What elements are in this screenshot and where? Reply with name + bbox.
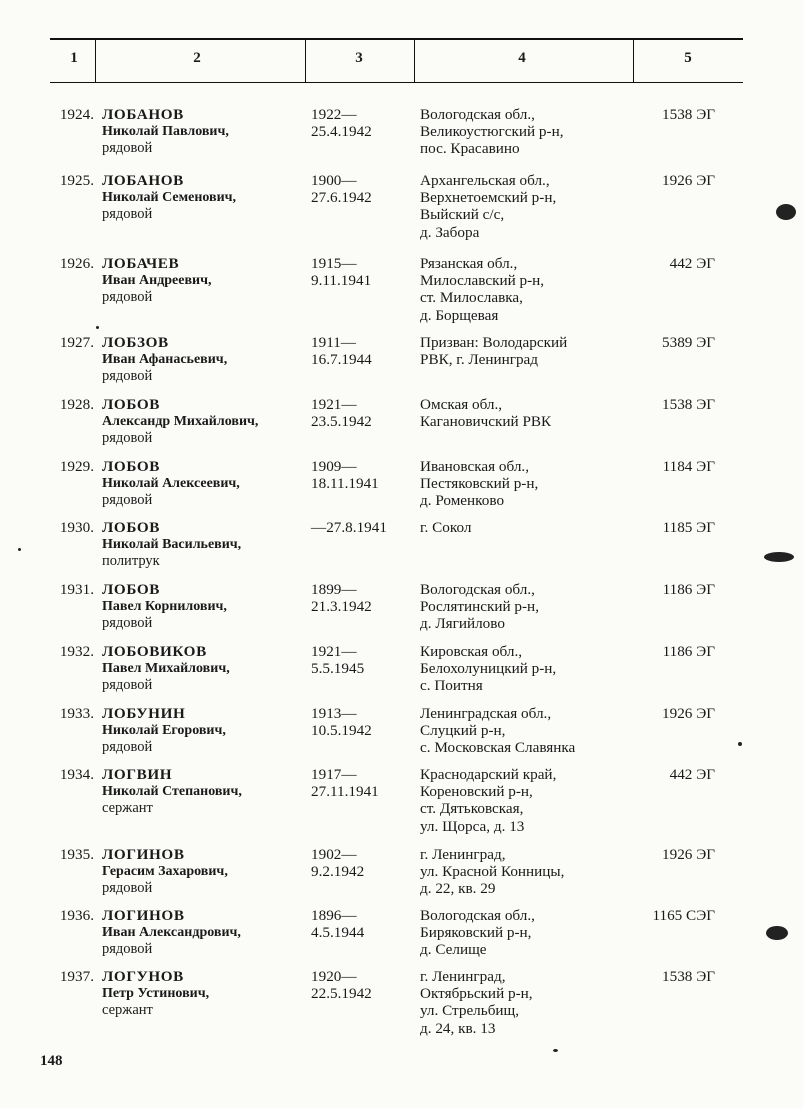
place-line: Выйский с/с, bbox=[420, 206, 505, 224]
source-code: 1186 ЭГ bbox=[662, 581, 715, 598]
dates-cell bbox=[311, 172, 411, 206]
entry-number: 1931. bbox=[59, 581, 94, 598]
place-line: Вологодская обл., bbox=[420, 106, 535, 123]
given-name: Николай Егорович, bbox=[102, 723, 226, 739]
given-name: Иван Александрович, bbox=[102, 925, 241, 941]
entry-number: 1934. bbox=[59, 766, 94, 783]
military-rank: рядовой bbox=[102, 492, 153, 509]
column-header-3: 3 bbox=[355, 50, 363, 66]
date-line: 1911— bbox=[311, 334, 356, 351]
person-cell bbox=[102, 458, 307, 510]
entry-number: 1936. bbox=[59, 907, 94, 924]
date-line: 27.6.1942 bbox=[311, 189, 372, 207]
date-line: 1921— bbox=[311, 396, 357, 413]
person-cell bbox=[102, 705, 307, 757]
date-line: 18.11.1941 bbox=[311, 475, 379, 493]
header-top-rule bbox=[50, 38, 743, 40]
place-line: Рослятинский р-н, bbox=[420, 598, 539, 616]
place-cell bbox=[420, 172, 635, 241]
source-code: 1926 ЭГ bbox=[662, 846, 715, 863]
date-line: 1920— bbox=[311, 968, 357, 985]
given-name: Николай Васильевич, bbox=[102, 537, 242, 553]
entry-number: 1930. bbox=[59, 519, 94, 536]
military-rank: рядовой bbox=[102, 430, 153, 447]
dates-cell bbox=[311, 846, 411, 880]
source-code: 1538 ЭГ bbox=[662, 968, 715, 985]
date-line: 1917— bbox=[311, 766, 357, 783]
dates-cell bbox=[311, 334, 411, 368]
source-code: 1538 ЭГ bbox=[662, 396, 715, 413]
date-line: 27.11.1941 bbox=[311, 783, 379, 801]
place-line: д. Лягийлово bbox=[420, 615, 505, 633]
place-line: Октябрьский р-н, bbox=[420, 985, 533, 1003]
place-cell bbox=[420, 396, 635, 430]
dates-cell bbox=[311, 106, 411, 140]
dates-cell bbox=[311, 705, 411, 739]
date-line: 1915— bbox=[311, 255, 357, 272]
military-rank: рядовой bbox=[102, 368, 153, 385]
entry-number: 1937. bbox=[59, 968, 94, 985]
place-cell bbox=[420, 519, 635, 536]
given-name: Иван Андреевич, bbox=[102, 273, 212, 289]
surname: ЛОБОВИКОВ bbox=[102, 643, 207, 660]
surname: ЛОБАНОВ bbox=[102, 172, 184, 189]
dates-cell bbox=[311, 458, 411, 492]
dates-cell bbox=[311, 643, 411, 677]
date-line: 5.5.1945 bbox=[311, 660, 365, 678]
place-line: Слуцкий р-н, bbox=[420, 722, 506, 740]
place-cell bbox=[420, 907, 635, 959]
date-line: 21.3.1942 bbox=[311, 598, 372, 616]
source-code: 1185 ЭГ bbox=[662, 519, 715, 536]
place-line: Архангельская обл., bbox=[420, 172, 550, 189]
person-cell bbox=[102, 968, 307, 1020]
source-code: 1926 ЭГ bbox=[662, 705, 715, 722]
source-code: 1165 СЭГ bbox=[652, 907, 715, 924]
column-divider bbox=[633, 40, 634, 82]
place-line: ул. Щорса, д. 13 bbox=[420, 817, 525, 835]
dates-cell bbox=[311, 968, 411, 1002]
place-line: д. Роменково bbox=[420, 492, 505, 510]
date-line: 1902— bbox=[311, 846, 357, 863]
place-line: Биряковский р-н, bbox=[420, 924, 532, 942]
ink-speck bbox=[553, 1049, 558, 1052]
dates-cell bbox=[311, 907, 411, 941]
dates-cell bbox=[311, 766, 411, 800]
place-line: д. 24, кв. 13 bbox=[420, 1019, 496, 1037]
given-name: Петр Устинович, bbox=[102, 986, 210, 1002]
date-line: 1909— bbox=[311, 458, 357, 475]
date-line: 9.2.1942 bbox=[311, 863, 365, 881]
source-code: 1538 ЭГ bbox=[662, 106, 715, 123]
ink-speck bbox=[18, 548, 21, 551]
dates-cell bbox=[311, 519, 411, 536]
entry-number: 1925. bbox=[59, 172, 94, 189]
entry-number: 1928. bbox=[59, 396, 94, 413]
military-rank: политрук bbox=[102, 553, 160, 570]
date-line: 10.5.1942 bbox=[311, 722, 372, 740]
given-name: Николай Алексеевич, bbox=[102, 476, 240, 492]
ink-blot bbox=[776, 204, 796, 220]
ink-blot bbox=[766, 926, 788, 940]
surname: ЛОГВИН bbox=[102, 766, 173, 783]
date-line: 9.11.1941 bbox=[311, 272, 372, 290]
place-line: г. Ленинград, bbox=[420, 846, 506, 863]
date-line: 23.5.1942 bbox=[311, 413, 372, 431]
place-line: Вологодская обл., bbox=[420, 581, 535, 598]
place-line: Великоустюгский р-н, bbox=[420, 123, 564, 141]
date-line: 25.4.1942 bbox=[311, 123, 372, 141]
place-cell bbox=[420, 581, 635, 633]
dates-cell bbox=[311, 581, 411, 615]
military-rank: рядовой bbox=[102, 206, 153, 223]
person-cell bbox=[102, 519, 307, 571]
person-cell bbox=[102, 766, 307, 818]
military-rank: рядовой bbox=[102, 880, 153, 897]
date-line: 1913— bbox=[311, 705, 357, 722]
date-line: 1922— bbox=[311, 106, 357, 123]
person-cell bbox=[102, 907, 307, 959]
military-rank: рядовой bbox=[102, 941, 153, 958]
place-line: ул. Стрельбищ, bbox=[420, 1002, 520, 1020]
entry-number: 1927. bbox=[59, 334, 94, 351]
place-line: ст. Дятьковская, bbox=[420, 800, 524, 818]
place-cell bbox=[420, 968, 635, 1037]
place-cell bbox=[420, 643, 635, 695]
surname: ЛОГИНОВ bbox=[102, 846, 185, 863]
source-code: 442 ЭГ bbox=[669, 255, 715, 272]
place-line: Ивановская обл., bbox=[420, 458, 530, 475]
military-rank: рядовой bbox=[102, 677, 153, 694]
given-name: Павел Корнилович, bbox=[102, 599, 227, 615]
surname: ЛОБАНОВ bbox=[102, 106, 184, 123]
column-header-4: 4 bbox=[518, 50, 526, 66]
place-line: Пестяковский р-н, bbox=[420, 475, 539, 493]
place-line: д. Забора bbox=[420, 223, 480, 241]
person-cell bbox=[102, 581, 307, 633]
place-line: Омская обл., bbox=[420, 396, 503, 413]
place-line: ст. Милославка, bbox=[420, 289, 523, 307]
ink-speck bbox=[738, 742, 742, 746]
place-line: РВК, г. Ленинград bbox=[420, 351, 539, 369]
military-rank: рядовой bbox=[102, 289, 153, 306]
military-rank: рядовой bbox=[102, 739, 153, 756]
source-code: 442 ЭГ bbox=[669, 766, 715, 783]
place-cell bbox=[420, 255, 635, 324]
military-rank: рядовой bbox=[102, 615, 153, 632]
column-header-2: 2 bbox=[193, 50, 201, 66]
surname: ЛОГИНОВ bbox=[102, 907, 185, 924]
date-line: 1921— bbox=[311, 643, 357, 660]
column-divider bbox=[95, 40, 96, 82]
person-cell bbox=[102, 172, 307, 224]
source-code: 5389 ЭГ bbox=[662, 334, 715, 351]
entry-number: 1924. bbox=[59, 106, 94, 123]
military-rank: сержант bbox=[102, 800, 153, 817]
place-cell bbox=[420, 846, 635, 898]
entry-number: 1929. bbox=[59, 458, 94, 475]
place-line: с. Московская Славянка bbox=[420, 739, 576, 757]
given-name: Николай Семенович, bbox=[102, 190, 237, 206]
place-line: Милославский р-н, bbox=[420, 272, 545, 290]
dates-cell bbox=[311, 255, 411, 289]
place-line: г. Ленинград, bbox=[420, 968, 506, 985]
header-bottom-rule bbox=[50, 82, 743, 83]
place-line: Краснодарский край, bbox=[420, 766, 557, 783]
column-header-1: 1 bbox=[70, 50, 78, 66]
page-number: 148 bbox=[40, 1053, 63, 1069]
column-divider bbox=[414, 40, 415, 82]
place-cell bbox=[420, 705, 635, 757]
person-cell bbox=[102, 334, 307, 386]
ink-blot bbox=[764, 552, 794, 562]
person-cell bbox=[102, 846, 307, 898]
date-line: 1896— bbox=[311, 907, 357, 924]
place-line: Белохолуницкий р-н, bbox=[420, 660, 557, 678]
entry-number: 1933. bbox=[59, 705, 94, 722]
place-cell bbox=[420, 106, 635, 158]
person-cell bbox=[102, 396, 307, 448]
column-header-5: 5 bbox=[684, 50, 692, 66]
place-cell bbox=[420, 334, 635, 368]
dates-cell bbox=[311, 396, 411, 430]
surname: ЛОБАЧЕВ bbox=[102, 255, 180, 272]
place-line: г. Сокол bbox=[420, 519, 472, 536]
date-line: 1899— bbox=[311, 581, 357, 598]
place-line: ул. Красной Конницы, bbox=[420, 863, 565, 881]
source-code: 1926 ЭГ bbox=[662, 172, 715, 189]
given-name: Николай Степанович, bbox=[102, 784, 242, 800]
place-line: д. Селище bbox=[420, 941, 487, 959]
surname: ЛОБУНИН bbox=[102, 705, 186, 722]
person-cell bbox=[102, 643, 307, 695]
date-line: 22.5.1942 bbox=[311, 985, 372, 1003]
person-cell bbox=[102, 255, 307, 307]
entry-number: 1926. bbox=[59, 255, 94, 272]
surname: ЛОБОВ bbox=[102, 519, 161, 536]
place-line: Призван: Володарский bbox=[420, 334, 568, 351]
surname: ЛОБОВ bbox=[102, 458, 161, 475]
place-line: Кагановичский РВК bbox=[420, 413, 552, 431]
place-line: Кировская обл., bbox=[420, 643, 523, 660]
given-name: Александр Михайлович, bbox=[102, 414, 259, 430]
source-code: 1186 ЭГ bbox=[662, 643, 715, 660]
place-line: пос. Красавино bbox=[420, 140, 520, 158]
surname: ЛОБОВ bbox=[102, 396, 161, 413]
place-cell bbox=[420, 458, 635, 510]
entry-number: 1935. bbox=[59, 846, 94, 863]
entry-number: 1932. bbox=[59, 643, 94, 660]
place-line: с. Поитня bbox=[420, 677, 483, 695]
place-line: Верхнетоемский р-н, bbox=[420, 189, 557, 207]
ink-speck bbox=[96, 326, 99, 329]
given-name: Николай Павлович, bbox=[102, 124, 229, 140]
place-line: Ленинградская обл., bbox=[420, 705, 552, 722]
place-line: д. Борщевая bbox=[420, 306, 499, 324]
column-divider bbox=[305, 40, 306, 82]
military-rank: сержант bbox=[102, 1002, 153, 1019]
place-line: Рязанская обл., bbox=[420, 255, 518, 272]
place-line: Вологодская обл., bbox=[420, 907, 535, 924]
date-line: 16.7.1944 bbox=[311, 351, 372, 369]
given-name: Герасим Захарович, bbox=[102, 864, 228, 880]
place-cell bbox=[420, 766, 635, 835]
given-name: Иван Афанасьевич, bbox=[102, 352, 228, 368]
surname: ЛОБЗОВ bbox=[102, 334, 169, 351]
place-line: д. 22, кв. 29 bbox=[420, 880, 496, 898]
source-code: 1184 ЭГ bbox=[662, 458, 715, 475]
date-line: —27.8.1941 bbox=[311, 519, 387, 536]
surname: ЛОГУНОВ bbox=[102, 968, 184, 985]
military-rank: рядовой bbox=[102, 140, 153, 157]
date-line: 1900— bbox=[311, 172, 357, 189]
place-line: Кореновский р-н, bbox=[420, 783, 533, 801]
person-cell bbox=[102, 106, 307, 158]
surname: ЛОБОВ bbox=[102, 581, 161, 598]
date-line: 4.5.1944 bbox=[311, 924, 365, 942]
given-name: Павел Михайлович, bbox=[102, 661, 230, 677]
